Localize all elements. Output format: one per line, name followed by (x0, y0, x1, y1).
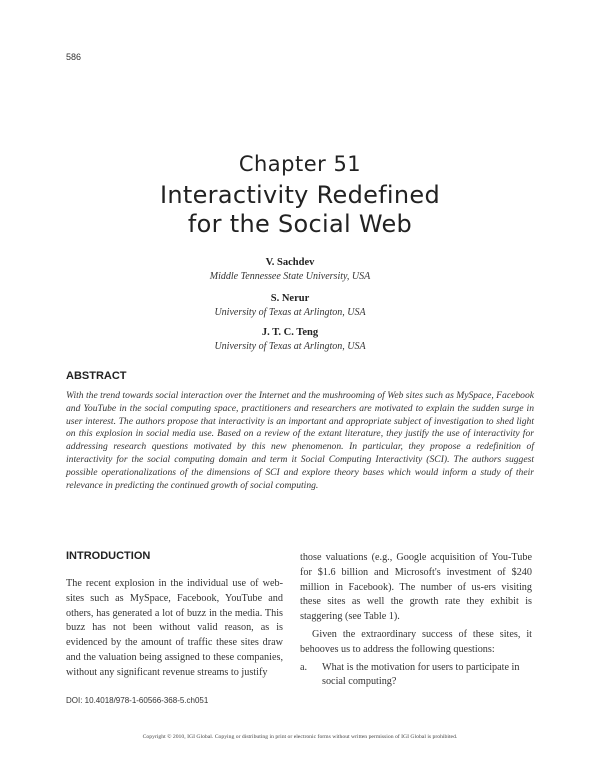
introduction-heading: INTRODUCTION (66, 550, 151, 562)
intro-right-column (300, 551, 532, 690)
abstract-heading: ABSTRACT (66, 370, 127, 382)
author-block-2 (200, 292, 380, 319)
doi: DOI: 10.4018/978-1-60566-368-5.ch051 (66, 696, 209, 705)
author-affiliation: Middle Tennessee State University, USA (209, 271, 371, 282)
question-list-item (300, 661, 532, 691)
copyright-notice: Copyright © 2010, IGI Global. Copying or distributing in print or electronic forms without written permission of IGI Global is prohibited. (142, 734, 458, 740)
author-affiliation: University of Texas at Arlington, USA (214, 307, 366, 318)
page-number: 586 (66, 52, 82, 62)
chapter-label: Chapter 51 (238, 152, 362, 176)
list-item-text: What is the motivation for users to participate in social computing? (322, 661, 520, 688)
abstract-text: With the trend towards social interaction over the Internet and the mushrooming of Web sites such as MySpace, Facebook and YouTube in the social computing space, practitioners and researchers are motivated to explain the sudden surge in user interest. The authors propose that interactivity is an important and appropriate subject of investigation to shed light on this explosion in social media use. Based on a review of the extant literature, they justify the use of interactivity for addressing research questions motivated by this new phenomenon. In particular, they propose a redefinition of interactivity for the social computing domain and term it Social Computing Interactivity (SCI). The authors suggest possible operationalizations of the dimensions of SCI and explore theory bases which would inform a study of their relevance in predicting the continued growth of social computing. (66, 390, 534, 491)
intro-paragraph: those valuations (e.g., Google acquisition of You-Tube for $1.6 billion and Microsoft's investment of $240 million in Facebook). The number of us-ers visiting these sites as well the growth rate they exhibit is staggering (see Table 1). (300, 552, 532, 623)
author-name: V. Sachdev (265, 257, 315, 268)
intro-paragraph: Given the extraordinary success of these sites, it behooves us to address the following questions: (300, 628, 532, 655)
title-line-1: Interactivity Redefined (159, 181, 441, 209)
list-marker: a. (300, 661, 308, 673)
author-name: S. Nerur (270, 293, 310, 304)
author-affiliation: University of Texas at Arlington, USA (214, 341, 366, 352)
title-line-2: for the Social Web (187, 210, 413, 238)
author-block-3 (200, 326, 380, 353)
chapter-title (0, 181, 600, 239)
author-block-1 (200, 256, 380, 283)
intro-left-column: The recent explosion in the individual use of web-sites such as MySpace, Facebook, YouTube and others, has generated a lot of buzz in the media. This buzz has not been without valid reason, as is evidenced by the amount of traffic these sites draw and the valuation being assigned to these companies, without any significant revenue streams to justify (66, 578, 283, 678)
author-name: J. T. C. Teng (261, 327, 319, 338)
